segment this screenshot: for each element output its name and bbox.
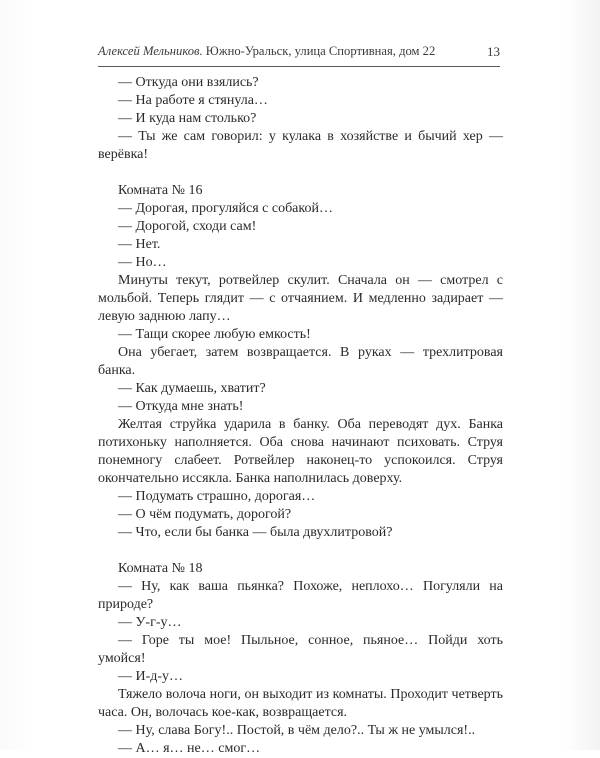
- paragraph: — Откуда они взялись?: [118, 75, 259, 90]
- paragraph: — Как думаешь, хватит?: [118, 381, 266, 396]
- paragraph: — Дорогая, прогуляйся с собакой…: [118, 201, 333, 216]
- paragraph: — О чём подумать, дорогой?: [118, 507, 292, 522]
- page-number: 13: [487, 44, 500, 59]
- section-heading: Комната № 16: [118, 183, 203, 198]
- paragraph: — Нет.: [118, 237, 161, 252]
- header-author: Алексей Мельников.: [98, 44, 203, 58]
- header-title: Южно-Уральск, улица Спортивная, дом 22: [205, 44, 436, 58]
- paragraph: — А… я… не… смог…: [118, 741, 261, 756]
- paragraph: — Но…: [118, 255, 167, 270]
- paragraph: — Подумать страшно, дорогая…: [118, 489, 316, 504]
- paragraph: — Ну, слава Богу!.. Постой, в чём дело?.. Ты ж не умылся!..: [118, 723, 476, 738]
- body-text: [98, 74, 503, 758]
- paragraph: — Откуда мне знать!: [118, 399, 244, 414]
- paragraph: — И куда нам столько?: [118, 111, 257, 126]
- paragraph: Минуты текут, ротвейлер скулит. Сначала он — смотрел с мольбой. Теперь глядит — с отчаянием. И медленно задирает — левую заднюю лапу…: [98, 273, 503, 324]
- paragraph: Она убегает, затем возвращается. В руках — трехлитровая банка.: [98, 345, 503, 378]
- paragraph: — И-д-у…: [118, 669, 184, 684]
- paragraph: — Горе ты мое! Пыльное, сонное, пьяное… Пойди хоть умойся!: [98, 633, 503, 666]
- paragraph: — Ну, как ваша пьянка? Похоже, неплохо… Погуляли на природе?: [98, 579, 503, 612]
- section-heading: Комната № 18: [118, 561, 203, 576]
- paragraph: — Тащи скорее любую емкость!: [118, 327, 311, 342]
- running-header: [98, 40, 500, 62]
- paragraph: Тяжело волоча ноги, он выходит из комнаты. Проходит четверть часа. Он, волочась кое-как, возвращается.: [98, 687, 503, 720]
- paragraph: Желтая струйка ударила в банку. Оба переводят дух. Банка потихоньку наполняется. Оба снова начинают психовать. Струя понемногу слабеет. Ротвейлер наконец-то успокоился. Струя окончательно иссякла. Банка наполнилась доверху.: [98, 417, 503, 486]
- paragraph: — Дорогой, сходи сам!: [118, 219, 257, 234]
- paragraph: — Что, если бы банка — была двухлитровой?: [118, 525, 393, 540]
- paragraph: — Ты же сам говорил: у кулака в хозяйстве и бычий хер — верёвка!: [98, 129, 503, 162]
- paragraph: — На работе я стянула…: [118, 93, 268, 108]
- paragraph: — У-г-у…: [118, 615, 182, 630]
- header-title-line: [98, 44, 435, 59]
- header-rule: [98, 66, 500, 67]
